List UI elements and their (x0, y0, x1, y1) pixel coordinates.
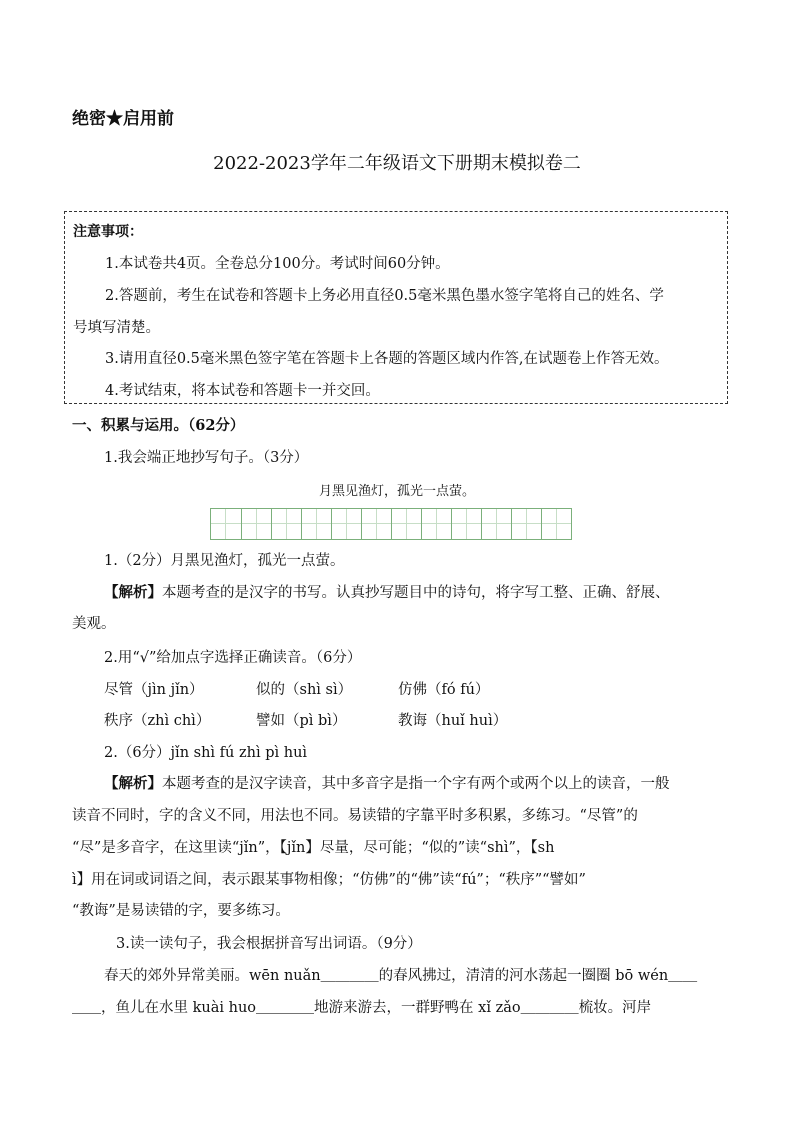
q3-prompt: 3.读一读句子，我会根据拼音写出词语。（9分） (116, 936, 422, 952)
q2-option[interactable]: 秩序（zhì chì） (104, 713, 211, 729)
q1-prompt: 1.我会端正地抄写句子。（3分） (104, 450, 309, 466)
grid-cell[interactable] (211, 509, 241, 539)
q1-analysis-cont: 美观。 (72, 616, 116, 632)
notice-item-1: 1.本试卷共4页。全卷总分100分。考试时间60分钟。 (105, 256, 450, 272)
notice-item-2-cont: 号填写清楚。 (73, 320, 160, 336)
notice-heading: 注意事项： (73, 224, 143, 240)
q2-option[interactable]: 教诲（huǐ huì） (398, 713, 508, 729)
analysis-text: 本题考查的是汉字的书写。认真抄写题目中的诗句，将字写工整、正确、舒展、 (162, 585, 670, 601)
q2-analysis-line2: 读音不同时，字的含义不同，用法也不同。易读错的字靠平时多积累，多练习。“尽管”的 (72, 808, 638, 824)
grid-cell[interactable] (271, 509, 301, 539)
q3-text-line2[interactable]: ＿＿，鱼儿在水里 kuài huo＿＿＿＿地游来游去，一群野鸭在 xǐ zǎo＿＿＿＿梳妆。河岸 (72, 1000, 652, 1016)
writing-grid[interactable] (210, 508, 572, 540)
q2-analysis (104, 772, 670, 793)
grid-cell[interactable] (361, 509, 391, 539)
grid-cell[interactable] (421, 509, 451, 539)
analysis-tag: 【解析】 (104, 584, 162, 601)
notice-item-4: 4.考试结束，将本试卷和答题卡一并交回。 (105, 383, 380, 399)
notice-item-2: 2.答题前，考生在试卷和答题卡上务必用直径0.5毫米黑色墨水签字笔将自己的姓名、学 (105, 288, 664, 304)
notice-box (64, 211, 728, 404)
q2-option[interactable]: 尽管（jìn jǐn） (104, 682, 204, 698)
grid-cell[interactable] (541, 509, 571, 539)
q2-analysis-line3: “尽”是多音字，在这里读“jǐn”，【jǐn】尽量，尽可能；“似的”读“shì”，【sh (72, 840, 555, 856)
q2-answer: 2.（6分）jǐn shì fú zhì pì huì (104, 745, 308, 761)
q2-analysis-line5: “教诲”是易读错的字，要多练习。 (72, 903, 290, 919)
q2-prompt: 2.用“√”给加点字选择正确读音。（6分） (104, 650, 362, 666)
q2-analysis-line4: ì】用在词或词语之间，表示跟某事物相像；“仿佛”的“佛”读“fú”；“秩序”“譬如” (72, 872, 586, 888)
q2-option[interactable]: 似的（shì sì） (256, 682, 353, 698)
analysis-tag: 【解析】 (104, 775, 162, 792)
grid-cell[interactable] (451, 509, 481, 539)
q2-option[interactable]: 譬如（pì bì） (256, 713, 347, 729)
analysis-text: 本题考查的是汉字读音，其中多音字是指一个字有两个或两个以上的读音，一般 (162, 776, 670, 792)
q1-poem: 月黑见渔灯，孤光一点萤。 (318, 484, 475, 499)
grid-cell[interactable] (241, 509, 271, 539)
grid-cell[interactable] (391, 509, 421, 539)
grid-cell[interactable] (511, 509, 541, 539)
notice-item-3: 3.请用直径0.5毫米黑色签字笔在答题卡上各题的答题区域内作答,在试题卷上作答无效。 (105, 351, 669, 367)
section-heading: 一、积累与运用。（62分） (72, 417, 245, 434)
q3-text-line1[interactable]: 春天的郊外异常美丽。wēn nuǎn＿＿＿＿的春风拂过，清清的河水荡起一圈圈 bō wén＿＿ (104, 968, 698, 984)
grid-cell[interactable] (301, 509, 331, 539)
q1-answer: 1.（2分）月黑见渔灯，孤光一点萤。 (104, 553, 345, 569)
grid-cell[interactable] (331, 509, 361, 539)
secret-label: 绝密★启用前 (72, 109, 174, 129)
q2-option[interactable]: 仿佛（fó fú） (398, 682, 490, 698)
q1-analysis (104, 581, 670, 602)
grid-cell[interactable] (481, 509, 511, 539)
exam-title: 2022-2023学年二年级语文下册期末模拟卷二 (213, 153, 581, 174)
